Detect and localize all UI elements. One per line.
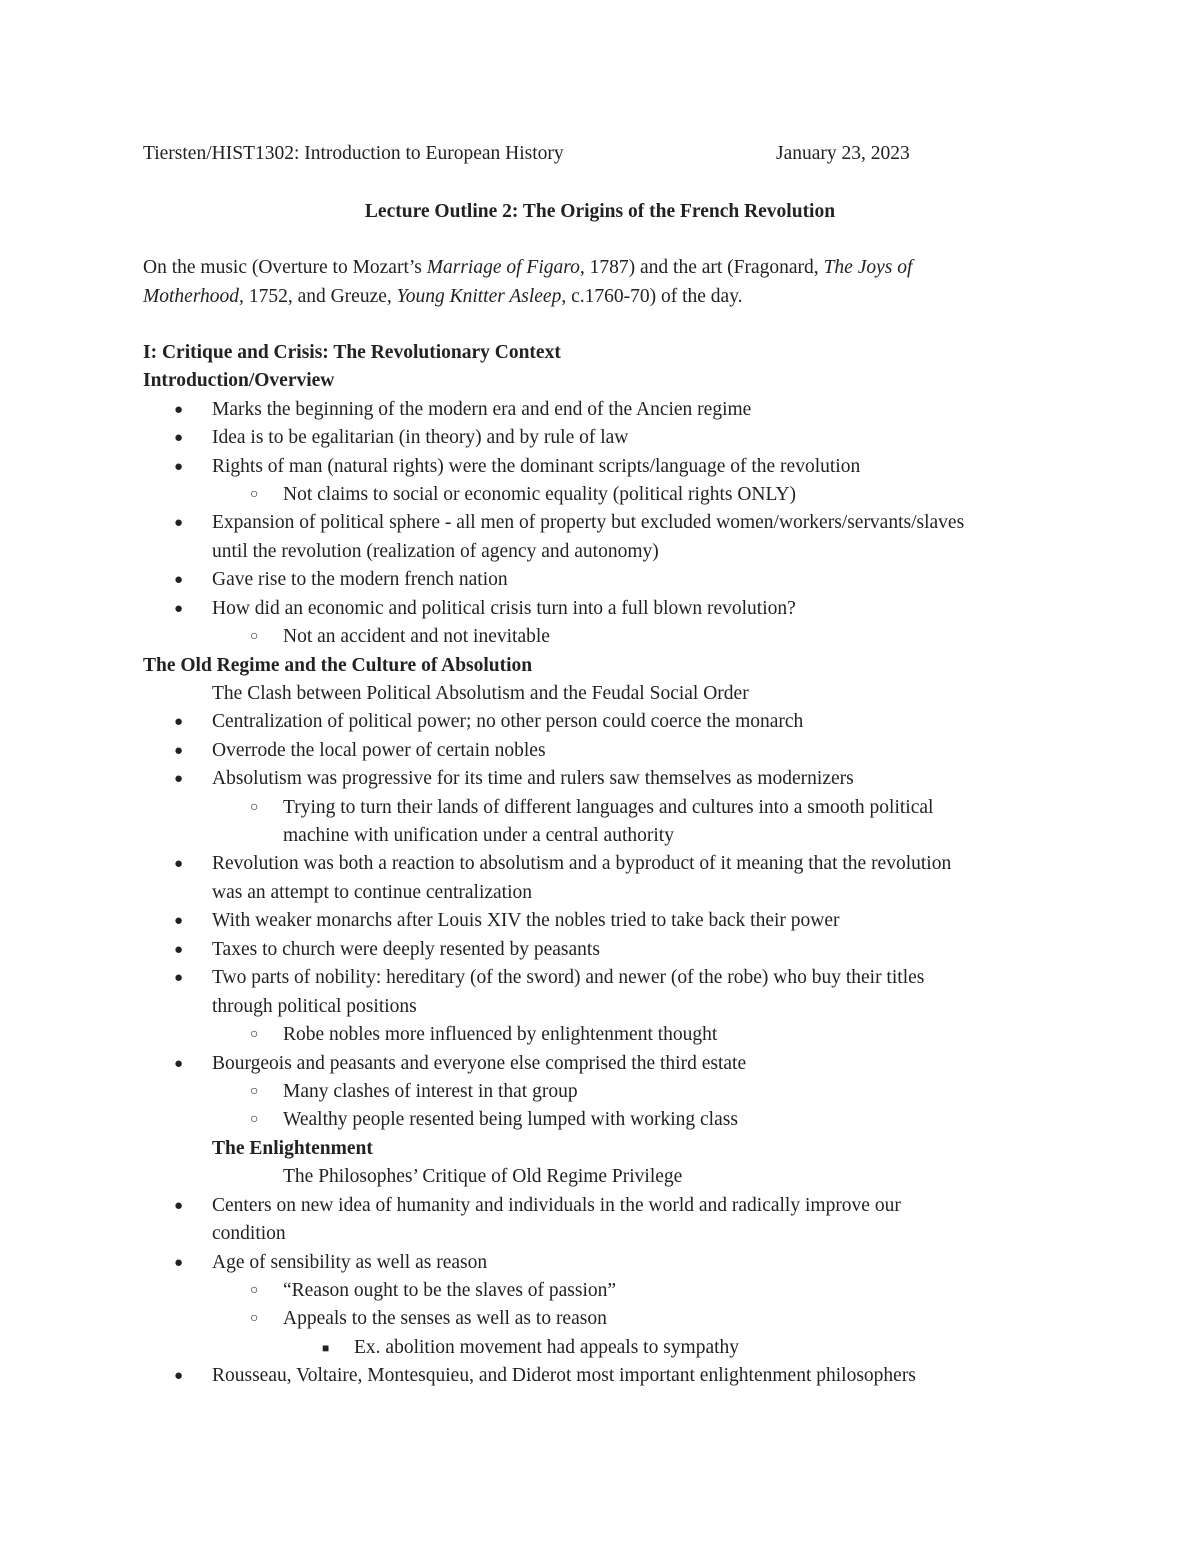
circle-bullet-icon: ○	[250, 1311, 259, 1326]
list-item: How did an economic and political crisis turn into a full blown revolution?	[212, 598, 796, 619]
list-item: Not an accident and not inevitable	[283, 626, 550, 647]
bullet-icon: ●	[174, 942, 184, 958]
list-item: Absolutism was progressive for its time and rulers saw themselves as modernizers	[212, 768, 854, 789]
bullet-icon: ●	[174, 572, 184, 588]
circle-bullet-icon: ○	[250, 629, 259, 644]
list-item: Revolution was both a reaction to absolutism and a byproduct of it meaning that the revolution	[212, 853, 952, 874]
section-heading: The Old Regime and the Culture of Absolution	[143, 655, 533, 676]
bullet-icon: ●	[174, 515, 184, 531]
list-item: Gave rise to the modern french nation	[212, 569, 508, 590]
list-item: Many clashes of interest in that group	[283, 1081, 578, 1102]
section-heading: I: Critique and Crisis: The Revolutionary Context	[143, 342, 561, 363]
list-item: Marks the beginning of the modern era and end of the Ancien regime	[212, 399, 752, 420]
list-item: Two parts of nobility: hereditary (of the sword) and newer (of the robe) who buy their titles	[212, 967, 925, 988]
circle-bullet-icon: ○	[250, 800, 259, 815]
course-header: Tiersten/HIST1302: Introduction to European History	[143, 143, 564, 164]
intro-text: 1752, and Greuze,	[243, 286, 397, 307]
circle-bullet-icon: ○	[250, 1112, 259, 1127]
list-item: Taxes to church were deeply resented by peasants	[212, 939, 600, 960]
list-item-continuation: until the revolution (realization of agency and autonomy)	[212, 541, 659, 562]
list-item: Robe nobles more influenced by enlightenment thought	[283, 1024, 718, 1045]
intro-text: 1787) and the art (Fragonard,	[584, 257, 824, 278]
bullet-icon: ●	[174, 1198, 184, 1214]
section-subheading: The Clash between Political Absolutism and the Feudal Social Order	[212, 683, 749, 704]
square-bullet-icon: ■	[322, 1341, 330, 1355]
bullet-icon: ●	[174, 1056, 184, 1072]
list-item: Expansion of political sphere - all men of property but excluded women/workers/servants/slaves	[212, 512, 965, 533]
section-subheading: The Philosophes’ Critique of Old Regime Privilege	[283, 1166, 683, 1187]
list-item: Wealthy people resented being lumped with working class	[283, 1109, 738, 1130]
section-heading: The Enlightenment	[212, 1138, 373, 1159]
bullet-icon: ●	[174, 856, 184, 872]
intro-line-1	[143, 254, 912, 282]
circle-bullet-icon: ○	[250, 487, 259, 502]
list-item-continuation: condition	[212, 1223, 286, 1244]
intro-work-title: The Joys of	[823, 257, 913, 278]
list-item: Centralization of political power; no other person could coerce the monarch	[212, 711, 804, 732]
list-item-continuation: through political positions	[212, 996, 417, 1017]
intro-text: On the music (Overture to Mozart’s	[143, 257, 427, 278]
intro-work-title: Motherhood,	[143, 286, 244, 307]
list-item: Appeals to the senses as well as to reason	[283, 1308, 607, 1329]
bullet-icon: ●	[174, 771, 184, 787]
list-item-continuation: was an attempt to continue centralization	[212, 882, 533, 903]
list-item: Trying to turn their lands of different languages and cultures into a smooth political	[283, 797, 934, 818]
intro-work-title: Young Knitter Asleep	[396, 286, 562, 307]
bullet-icon: ●	[174, 430, 184, 446]
intro-text: , c.1760-70) of the day.	[561, 286, 743, 307]
list-item: Bourgeois and peasants and everyone else comprised the third estate	[212, 1053, 747, 1074]
bullet-icon: ●	[174, 970, 184, 986]
header-date: January 23, 2023	[776, 143, 910, 164]
bullet-icon: ●	[174, 601, 184, 617]
circle-bullet-icon: ○	[250, 1084, 259, 1099]
list-item: Overrode the local power of certain nobles	[212, 740, 546, 761]
bullet-icon: ●	[174, 1255, 184, 1271]
list-item: Age of sensibility as well as reason	[212, 1252, 488, 1273]
list-item: Idea is to be egalitarian (in theory) and by rule of law	[212, 427, 629, 448]
list-item: Not claims to social or economic equality (political rights ONLY)	[283, 484, 797, 505]
bullet-icon: ●	[174, 1368, 184, 1384]
intro-line-2	[143, 283, 743, 311]
bullet-icon: ●	[174, 714, 184, 730]
page-title: Lecture Outline 2: The Origins of the French Revolution	[364, 201, 836, 222]
bullet-icon: ●	[174, 913, 184, 929]
bullet-icon: ●	[174, 459, 184, 475]
list-item: “Reason ought to be the slaves of passion”	[283, 1280, 617, 1301]
list-item: Ex. abolition movement had appeals to sympathy	[354, 1337, 740, 1358]
intro-work-title: Marriage of Figaro,	[426, 257, 585, 278]
section-subheading: Introduction/Overview	[143, 370, 335, 391]
list-item: With weaker monarchs after Louis XIV the nobles tried to take back their power	[212, 910, 840, 931]
list-item: Rights of man (natural rights) were the dominant scripts/language of the revolution	[212, 456, 861, 477]
circle-bullet-icon: ○	[250, 1027, 259, 1042]
list-item-continuation: machine with unification under a central authority	[283, 825, 674, 846]
circle-bullet-icon: ○	[250, 1283, 259, 1298]
bullet-icon: ●	[174, 402, 184, 418]
list-item: Centers on new idea of humanity and individuals in the world and radically improve our	[212, 1195, 901, 1216]
bullet-icon: ●	[174, 743, 184, 759]
list-item: Rousseau, Voltaire, Montesquieu, and Diderot most important enlightenment philosophers	[212, 1365, 916, 1386]
